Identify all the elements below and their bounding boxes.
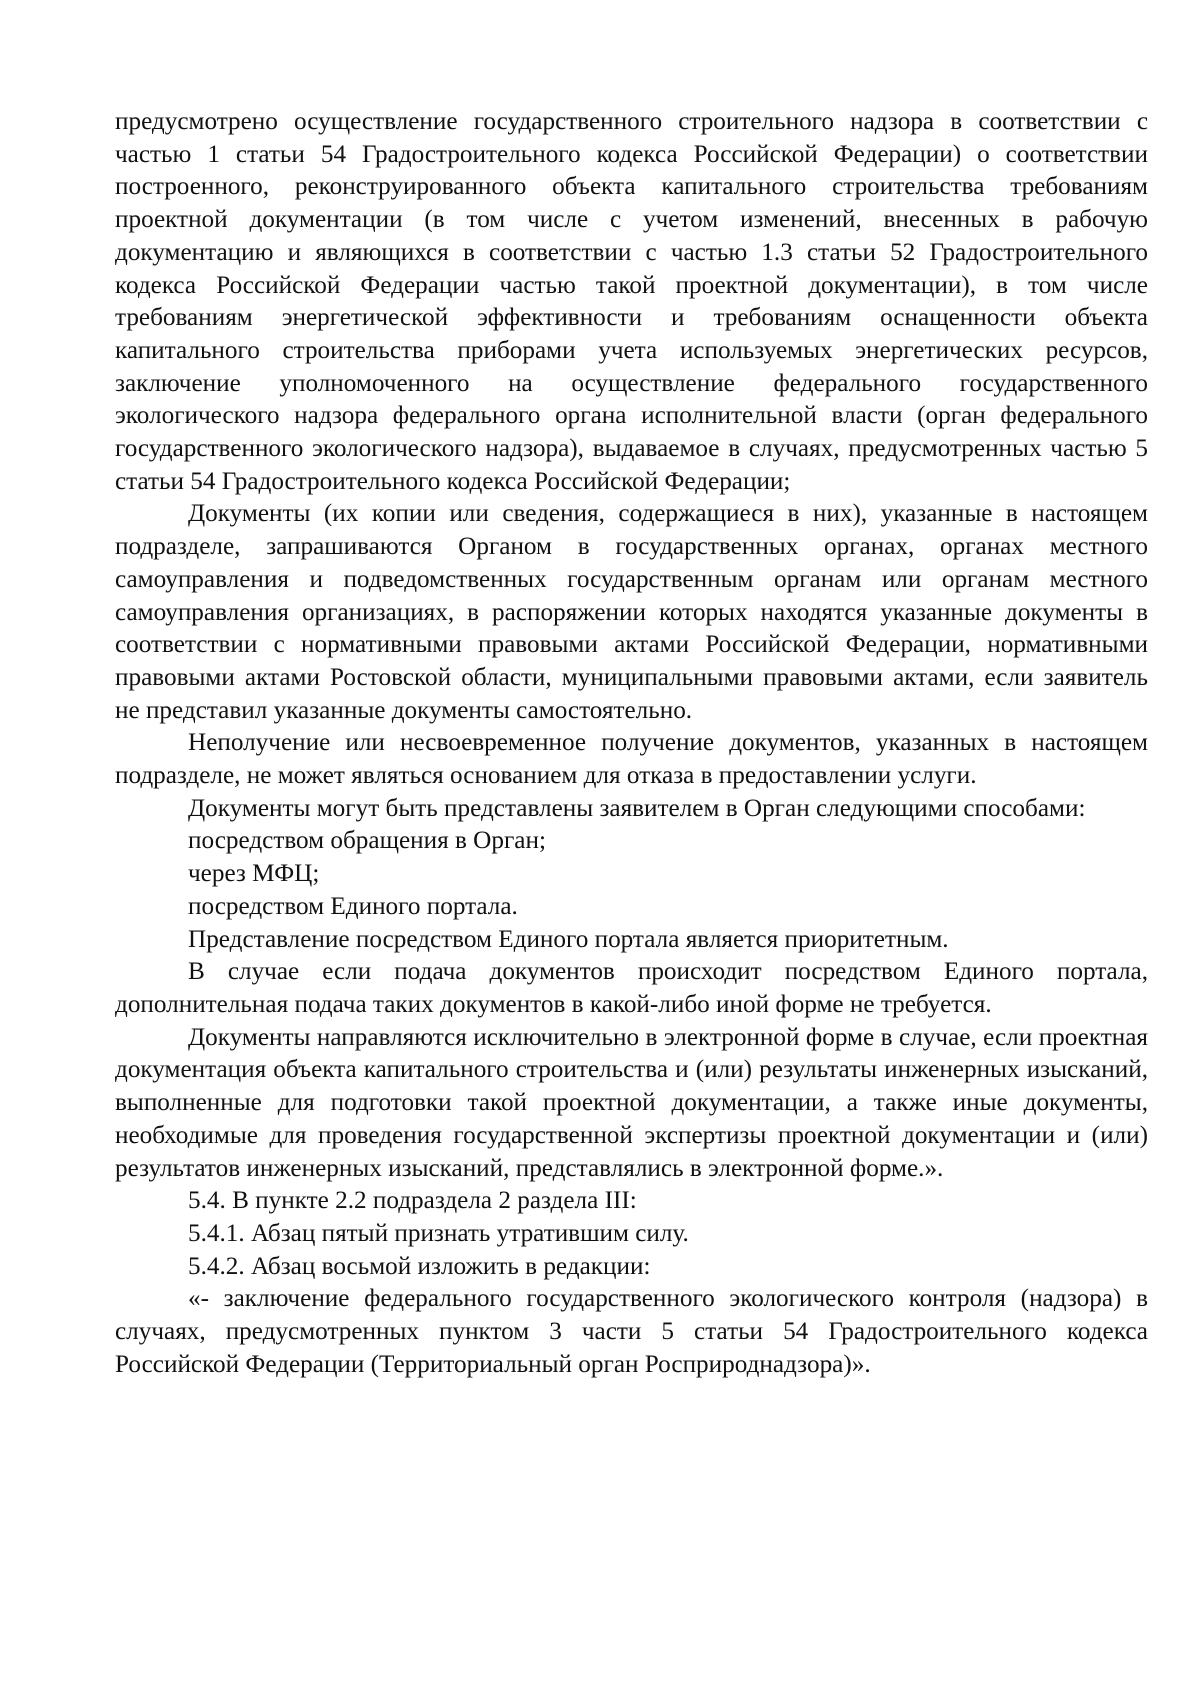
- paragraph-10: Документы направляются исключительно в электронной форме в случае, если проектная документация объекта капитального строительства и (или) результаты инженерных изысканий, выполненные для подготовки такой проектной документации, а также иные документы, необходимые для проведения государственной экспертизы проектной документации и (или) результатов инженерных изысканий, представлялись в электронной форме.».: [115, 1023, 1148, 1182]
- paragraph-4: Документы могут быть представлены заявителем в Орган следующими способами:: [188, 794, 1086, 822]
- paragraph-1: предусмотрено осуществление государственного строительного надзора в соответствии с частью 1 статьи 54 Градостроительного кодекса Российской Федерации) о соответствии построенного, реконструированного объекта капитального строительства требованиям проектной документации (в том числе с учетом изменений, внесенных в рабочую документацию и являющихся в соответствии с частью 1.3 статьи 52 Градостроительного кодекса Российской Федерации частью такой проектной документации), в том числе требованиям энергетической эффективности и требованиям оснащенности объекта капитального строительства приборами учета используемых энергетических ресурсов, заключение уполномоченного на осуществление федерального государственного экологического надзора федерального органа исполнительной власти (орган федерального государственного экологического надзора), выдаваемое в случаях, предусмотренных частью 5 статьи 54 Градостроительного кодекса Российской Федерации;: [115, 108, 1148, 495]
- paragraph-6: через МФЦ;: [188, 860, 320, 888]
- paragraph-3: Неполучение или несвоевременное получение документов, указанных в настоящем подразделе, не может являться основанием для отказа в предоставлении услуги.: [115, 729, 1148, 790]
- document-page: [115, 106, 1148, 1381]
- paragraph-5: посредством обращения в Орган;: [188, 827, 546, 855]
- paragraph-11: 5.4. В пункте 2.2 подраздела 2 раздела III:: [188, 1187, 637, 1215]
- paragraph-14: «- заключение федерального государственного экологического контроля (надзора) в случаях, предусмотренных пунктом 3 части 5 статьи 54 Градостроительного кодекса Российской Федерации (Территориальный орган Росприроднадзора)».: [115, 1285, 1148, 1378]
- paragraph-2: Документы (их копии или сведения, содержащиеся в них), указанные в настоящем подразделе, запрашиваются Органом в государственных органах, органах местного самоуправления и подведомственных государственным органам или органам местного самоуправления организациях, в распоряжении которых находятся указанные документы в соответствии с нормативными правовыми актами Российской Федерации, нормативными правовыми актами Ростовской области, муниципальными правовыми актами, если заявитель не представил указанные документы самостоятельно.: [115, 500, 1148, 724]
- paragraph-13: 5.4.2. Абзац восьмой изложить в редакции:: [188, 1252, 651, 1280]
- paragraph-9: В случае если подача документов происходит посредством Единого портала, дополнительная подача таких документов в какой-либо иной форме не требуется.: [115, 958, 1148, 1018]
- paragraph-7: посредством Единого портала.: [188, 892, 518, 920]
- paragraph-12: 5.4.1. Абзац пятый признать утратившим силу.: [188, 1219, 689, 1247]
- paragraph-8: Представление посредством Единого портала является приоритетным.: [188, 925, 949, 953]
